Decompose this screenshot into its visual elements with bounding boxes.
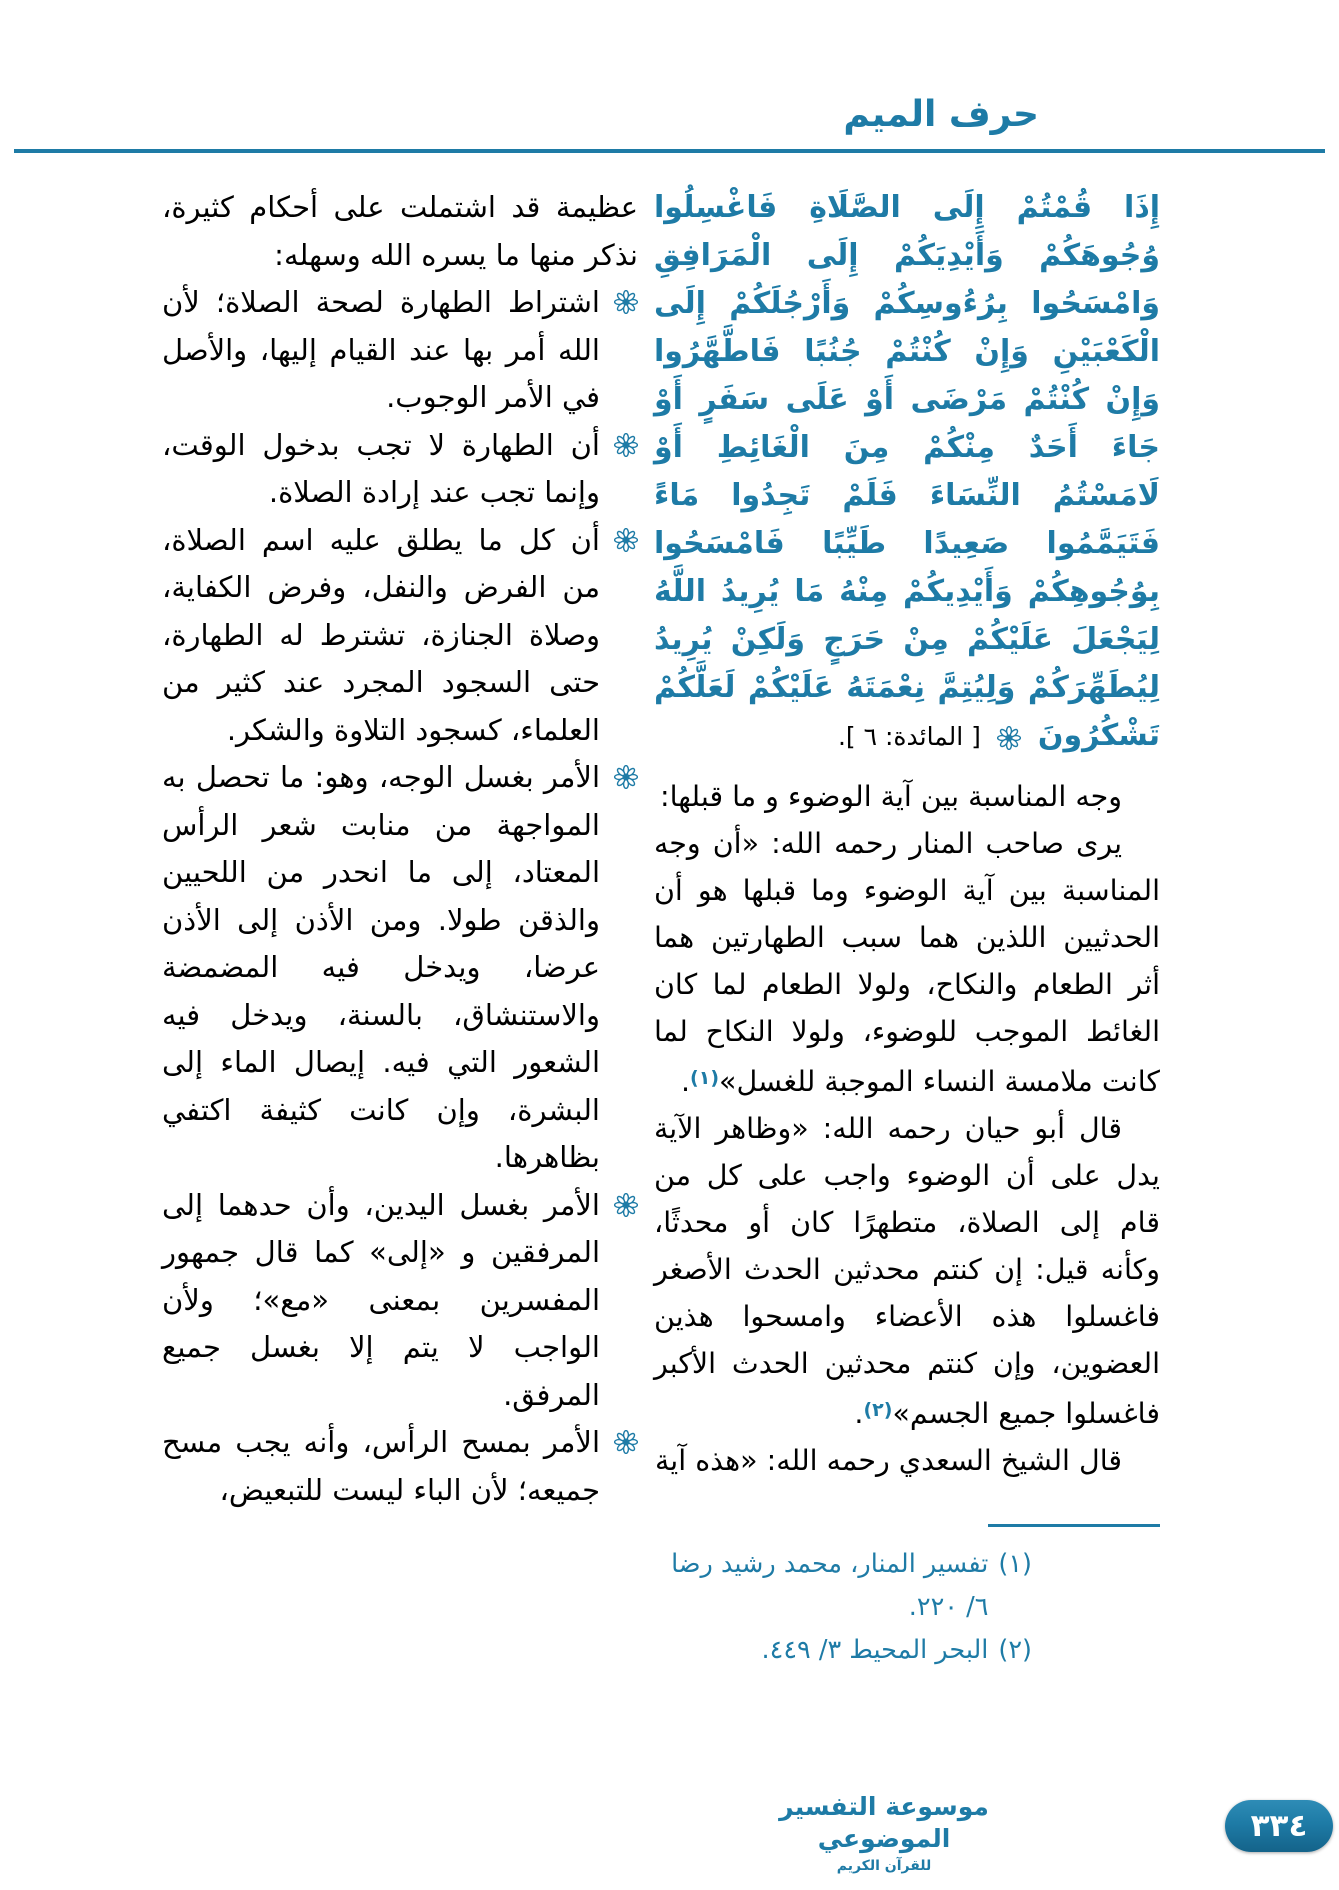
- commentary-paragraph: قال الشيخ السعدي رحمه الله: «هذه آية: [655, 1444, 1122, 1477]
- publisher-emblem: [759, 1791, 1009, 1874]
- commentary-text: يرى صاحب المنار رحمه الله: «أن وجه المناسبة بين آية الوضوء وما قبلها هو أن الحدثيين اللذين هما سبب الطهارتين هما أثر الطعام والنكاح، ولولا الطعام لما كان الغائط الموجب للوضوء، ولولا النكاح لما كانت ملامسة النساء الموجبة للغسل»: [654, 827, 1160, 1098]
- publisher-emblem-subtitle: للقرآن الكريم: [836, 1858, 932, 1874]
- ayah-end-icon: [997, 726, 1021, 750]
- publisher-emblem-title: موسوعة التفسير الموضوعي: [779, 1792, 989, 1853]
- commentary-paragraph: [654, 1105, 1160, 1437]
- list-item-text: أن كل ما يطلق عليه اسم الصلاة، من الفرض والنفل، وفرض الكفاية، وصلاة الجنازة، تشترط له الطهارة، حتى السجود المجرد عند كثير من العلماء، كسجود التلاوة والشكر.: [162, 522, 600, 747]
- page-number-badge: [1225, 1800, 1333, 1852]
- page-number: ٣٣٤: [1250, 1808, 1308, 1844]
- footnotes: [654, 1524, 1160, 1672]
- flower-bullet-icon: [612, 422, 638, 517]
- flower-bullet-icon: [612, 279, 638, 422]
- footnote-divider: [988, 1524, 1160, 1527]
- list-item-text: الأمر بغسل الوجه، وهو: ما تحصل به المواجهة من منابت شعر الرأس المعتاد، إلى ما انحدر من اللحيين والذقن طولا. ومن الأذن إلى الأذن عرضا، ويدخل فيه المضمضة والاستنشاق، بالسنة، ويدخل فيه الشعور التي فيه. إيصال الماء إلى البشرة، وإن كانت كثيفة اكتفي بظاهرها.: [162, 760, 600, 1174]
- commentary-tail: .: [854, 1397, 864, 1430]
- flower-bullet-icon: [612, 1182, 638, 1420]
- quran-reference: [ المائدة: ٦ ].: [837, 722, 981, 751]
- header-divider: [14, 149, 1325, 153]
- footnote-item: [654, 1543, 1160, 1629]
- rulings-intro: عظيمة قد اشتملت على أحكام كثيرة، نذكر منها ما يسره الله وسهله:: [162, 190, 638, 272]
- commentary-paragraph: [654, 820, 1160, 1105]
- list-item-text: أن الطهارة لا تجب بدخول الوقت، وإنما تجب عند إرادة الصلاة.: [162, 427, 600, 509]
- list-item: [162, 1182, 638, 1420]
- commentary: [654, 773, 1160, 1484]
- list-item: [162, 1419, 638, 1514]
- flower-bullet-icon: [612, 754, 638, 1182]
- column-quran-commentary: [654, 184, 1160, 1672]
- list-item: [162, 517, 638, 755]
- quran-verse-text: إِذَا قُمْتُمْ إِلَى الصَّلَاةِ فَاغْسِلُوا وُجُوهَكُمْ وَأَيْدِيَكُمْ إِلَى الْمَرَافِقِ وَامْسَحُوا بِرُءُوسِكُمْ وَأَرْجُلَكُمْ إِلَى الْكَعْبَيْنِ وَإِنْ كُنْتُمْ جُنُبًا فَاطَّهَّرُوا وَإِنْ كُنْتُمْ مَرْضَى أَوْ عَلَى سَفَرٍ أَوْ جَاءَ أَحَدٌ مِنْكُمْ مِنَ الْغَائِطِ أَوْ لَامَسْتُمُ النِّسَاءَ فَلَمْ تَجِدُوا مَاءً فَتَيَمَّمُوا صَعِيدًا طَيِّبًا فَامْسَحُوا بِوُجُوهِكُمْ وَأَيْدِيكُمْ مِنْهُ مَا يُرِيدُ اللَّهُ لِيَجْعَلَ عَلَيْكُمْ مِنْ حَرَجٍ وَلَكِنْ يُرِيدُ لِيُطَهِّرَكُمْ وَلِيُتِمَّ نِعْمَتَهُ عَلَيْكُمْ لَعَلَّكُمْ تَشْكُرُونَ: [654, 190, 1160, 753]
- footnote-item: [654, 1629, 1160, 1672]
- footnote-ref-2: (٢): [863, 1399, 893, 1421]
- column-rulings: [162, 184, 638, 1514]
- footnote-text: تفسير المنار، محمد رشيد رضا ٦/ ٢٢٠.: [671, 1549, 989, 1622]
- commentary-text: قال أبو حيان رحمه الله: «وظاهر الآية يدل على أن الوضوء واجب على كل من قام إلى الصلاة، متطهرًا كان أو محدثًا، وكأنه قيل: إن كنتم محدثين الحدث الأصغر فاغسلوا هذه الأعضاء وامسحوا هذين العضوين، وإن كنتم محدثين الحدث الأكبر فاغسلوا جميع الجسم»: [654, 1112, 1160, 1430]
- flower-bullet-icon: [612, 517, 638, 755]
- flower-bullet-icon: [612, 1419, 638, 1514]
- footnote-ref-1: (١): [690, 1067, 720, 1089]
- commentary-tail: .: [680, 1065, 691, 1098]
- chapter-title: حرف الميم: [843, 94, 1039, 135]
- quran-verse: [654, 184, 1160, 761]
- footnote-text: البحر المحيط ٣/ ٤٤٩.: [761, 1635, 989, 1665]
- list-item: [162, 279, 638, 422]
- list-item-text: الأمر بغسل اليدين، وأن حدهما إلى المرفقين و «إلى» كما قال جمهور المفسرين بمعنى «مع»؛ ولأن الواجب لا يتم إلا بغسل جميع المرفق.: [162, 1187, 600, 1412]
- footnote-marker: (٢): [998, 1635, 1032, 1665]
- commentary-lead: وجه المناسبة بين آية الوضوء و ما قبلها:: [660, 780, 1122, 813]
- list-item-text: الأمر بمسح الرأس، وأنه يجب مسح جميعه؛ لأن الباء ليست للتبعيض،: [162, 1425, 600, 1507]
- list-item: [162, 754, 638, 1182]
- list-item-text: اشتراط الطهارة لصحة الصلاة؛ لأن الله أمر بها عند القيام إليها، والأصل في الأمر الوجوب.: [162, 285, 600, 414]
- page-content: [162, 184, 1160, 1672]
- footnote-marker: (١): [998, 1549, 1032, 1579]
- list-item: [162, 422, 638, 517]
